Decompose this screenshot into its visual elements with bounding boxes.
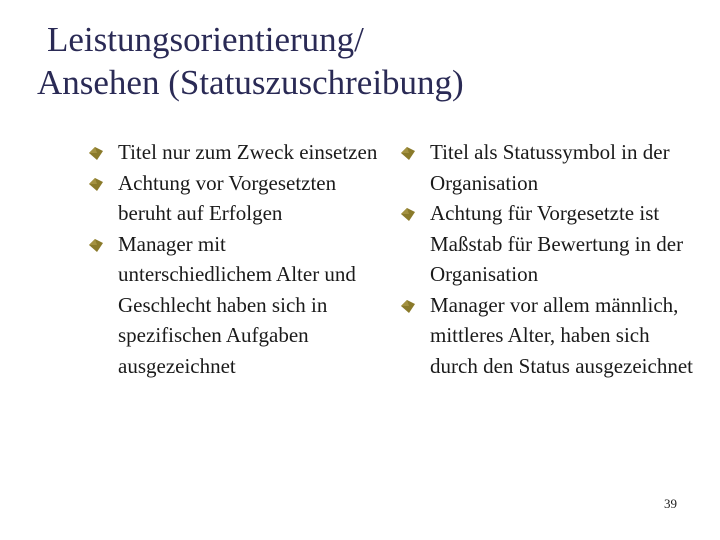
list-item (88, 137, 378, 168)
bullet-text: Achtung für Vorgesetzte ist Maßstab für Bewertung in der Organisation (430, 201, 684, 286)
list-item (400, 290, 700, 382)
bullet-text: Manager vor allem männlich, mittleres Alter, haben sich durch den Status ausgezeichnet (430, 292, 693, 378)
diamond-bullet-icon (88, 145, 104, 161)
bullet-text: Titel als Statussymbol in der Organisation (430, 140, 670, 195)
diamond-bullet-icon (400, 298, 416, 314)
right-bullet-list (400, 137, 700, 381)
bullet-text: Titel nur zum Zweck einsetzen (118, 140, 378, 164)
diamond-bullet-icon (88, 176, 104, 192)
slide-title (37, 18, 677, 104)
left-column (88, 137, 378, 381)
bullet-text: Achtung vor Vorgesetzten beruht auf Erfolgen (118, 170, 337, 225)
slide-title-line-1: Leistungsorientierung/ (47, 20, 364, 59)
bullet-text: Manager mit unterschiedlichem Alter und Geschlecht haben sich in spezifischen Aufgaben ausgezeichnet (118, 231, 356, 378)
right-column (400, 137, 700, 381)
diamond-bullet-icon (400, 206, 416, 222)
left-bullet-list (88, 137, 378, 381)
list-item (400, 137, 700, 198)
diamond-bullet-icon (400, 145, 416, 161)
list-item (88, 168, 378, 229)
diamond-bullet-icon (88, 237, 104, 253)
slide-title-line-2: Ansehen (Statuszuschreibung) (37, 63, 464, 102)
list-item (88, 229, 378, 382)
list-item (400, 198, 700, 290)
page-number: 39 (664, 496, 677, 511)
